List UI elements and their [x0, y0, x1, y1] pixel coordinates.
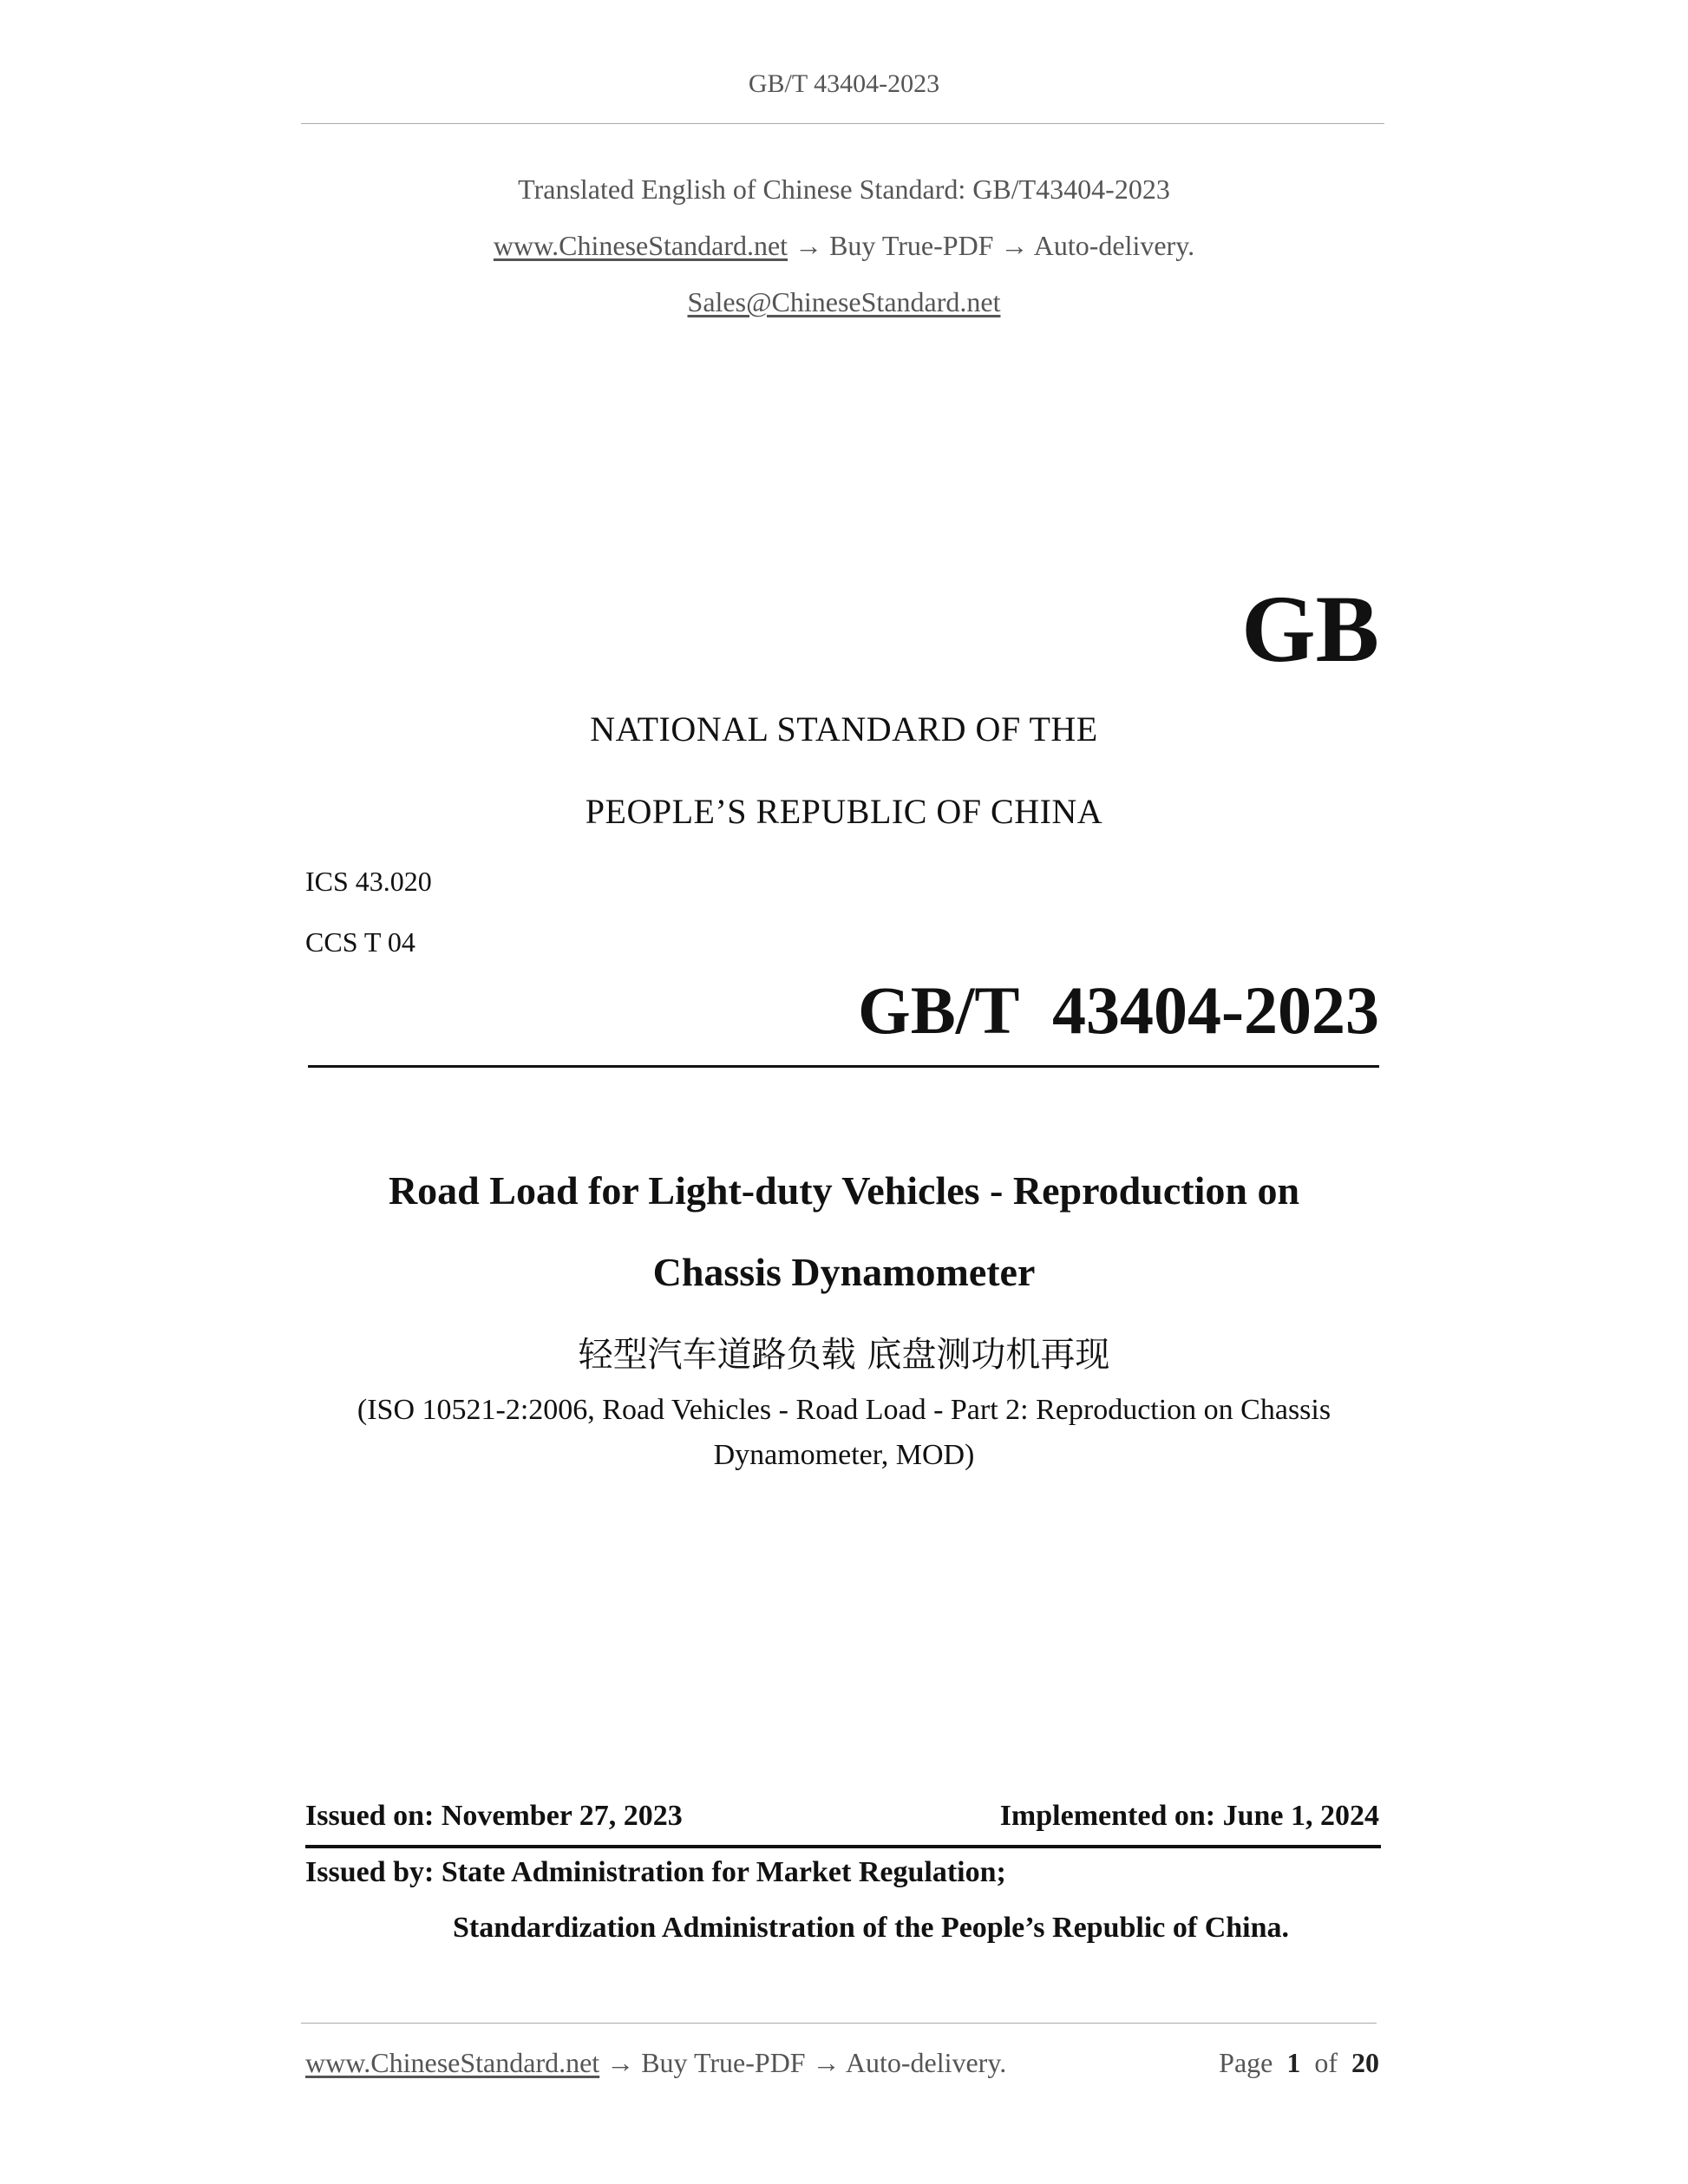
standard-number-rule	[308, 1065, 1379, 1068]
issued-by-line2: Standardization Administration of the People’s Republic of China.	[453, 1912, 1290, 1944]
of-word: of	[1314, 2047, 1338, 2078]
header-divider	[301, 123, 1384, 124]
ics-code: ICS 43.020	[305, 866, 432, 897]
footer-promo	[305, 2047, 1006, 2079]
chinesestandard-link[interactable]: www.ChineseStandard.net	[493, 230, 788, 261]
english-title-line1: Road Load for Light-duty Vehicles - Reproduction on	[388, 1168, 1300, 1213]
iso-reference-line1: (ISO 10521-2:2006, Road Vehicles - Road Load - Part 2: Reproduction on Chassis	[357, 1394, 1331, 1426]
total-page-number: 20	[1351, 2047, 1379, 2078]
chinese-title: 轻型汽车道路负载 底盘测功机再现	[578, 1335, 1110, 1375]
issue-divider	[305, 1845, 1381, 1848]
standard-number: GB/T 43404-2023	[858, 972, 1379, 1048]
implemented-on-date: Implemented on: June 1, 2024	[999, 1800, 1379, 1832]
promo-translation-line: Translated English of Chinese Standard: GB/T43404-2023	[518, 173, 1170, 205]
ccs-code: CCS T 04	[305, 926, 415, 958]
national-standard-line1: NATIONAL STANDARD OF THE	[590, 709, 1098, 749]
promo-email-line	[0, 286, 1688, 318]
gb-mark: GB	[1241, 576, 1379, 682]
footer-buy-text: → Buy True-PDF → Auto-delivery.	[599, 2047, 1007, 2078]
page-word: Page	[1219, 2047, 1273, 2078]
running-header: GB/T 43404-2023	[748, 69, 940, 98]
iso-reference-line2: Dynamometer, MOD)	[713, 1439, 975, 1471]
page-indicator	[1219, 2047, 1379, 2079]
current-page-number: 1	[1286, 2047, 1301, 2078]
sales-email-link[interactable]: Sales@ChineseStandard.net	[687, 286, 1001, 317]
footer-chinesestandard-link[interactable]: www.ChineseStandard.net	[305, 2047, 600, 2078]
footer-divider	[301, 2023, 1377, 2024]
issued-by-line1: Issued by: State Administration for Market Regulation;	[305, 1856, 1006, 1888]
promo-buy-text: → Buy True-PDF → Auto-delivery.	[788, 230, 1195, 261]
english-title-line2: Chassis Dynamometer	[652, 1250, 1036, 1294]
issued-on-date: Issued on: November 27, 2023	[305, 1800, 683, 1832]
national-standard-line2: PEOPLE’S REPUBLIC OF CHINA	[585, 792, 1103, 831]
promo-buy-line	[0, 230, 1688, 262]
